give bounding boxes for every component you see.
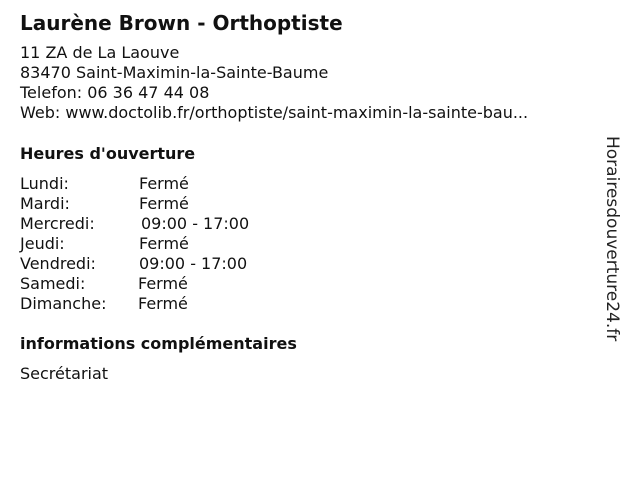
hours-row-friday: [20, 254, 320, 274]
hours-value: Fermé: [138, 294, 188, 313]
day-label: Samedi:: [20, 274, 86, 293]
hours-value: Fermé: [138, 274, 188, 293]
day-label: Vendredi:: [20, 254, 96, 273]
hours-value: Fermé: [139, 194, 189, 213]
day-label: Mercredi:: [20, 214, 95, 233]
hours-row-thursday: [20, 234, 320, 254]
hours-value: 09:00 - 17:00: [139, 254, 248, 273]
hours-row-tuesday: [20, 194, 320, 214]
day-label: Mardi:: [20, 194, 70, 213]
hours-row-monday: [20, 174, 320, 194]
additional-info-text: Secrétariat: [20, 364, 109, 383]
hours-row-wednesday: [20, 214, 320, 234]
additional-info-heading: informations complémentaires: [20, 334, 297, 353]
hours-value: Fermé: [139, 174, 189, 193]
contact-block: [20, 43, 528, 123]
hours-value: Fermé: [139, 234, 189, 253]
website-link[interactable]: Web: www.doctolib.fr/orthoptiste/saint-maximin-la-sainte-bau...: [20, 103, 529, 122]
street-address: 11 ZA de La Laouve: [20, 43, 180, 62]
day-label: Dimanche:: [20, 294, 107, 313]
phone-number: Telefon: 06 36 47 44 08: [20, 83, 210, 102]
day-label: Jeudi:: [20, 234, 65, 253]
day-label: Lundi:: [20, 174, 69, 193]
hours-row-sunday: [20, 294, 320, 314]
hours-row-saturday: [20, 274, 320, 294]
opening-hours-heading: Heures d'ouverture: [20, 144, 196, 163]
page-title: Laurène Brown - Orthoptiste: [20, 11, 343, 35]
city-address: 83470 Saint-Maximin-la-Sainte-Baume: [20, 63, 329, 82]
opening-hours-list: [20, 174, 320, 314]
hours-value: 09:00 - 17:00: [141, 214, 250, 233]
site-watermark: Horairesdouverture24.fr: [602, 136, 622, 342]
